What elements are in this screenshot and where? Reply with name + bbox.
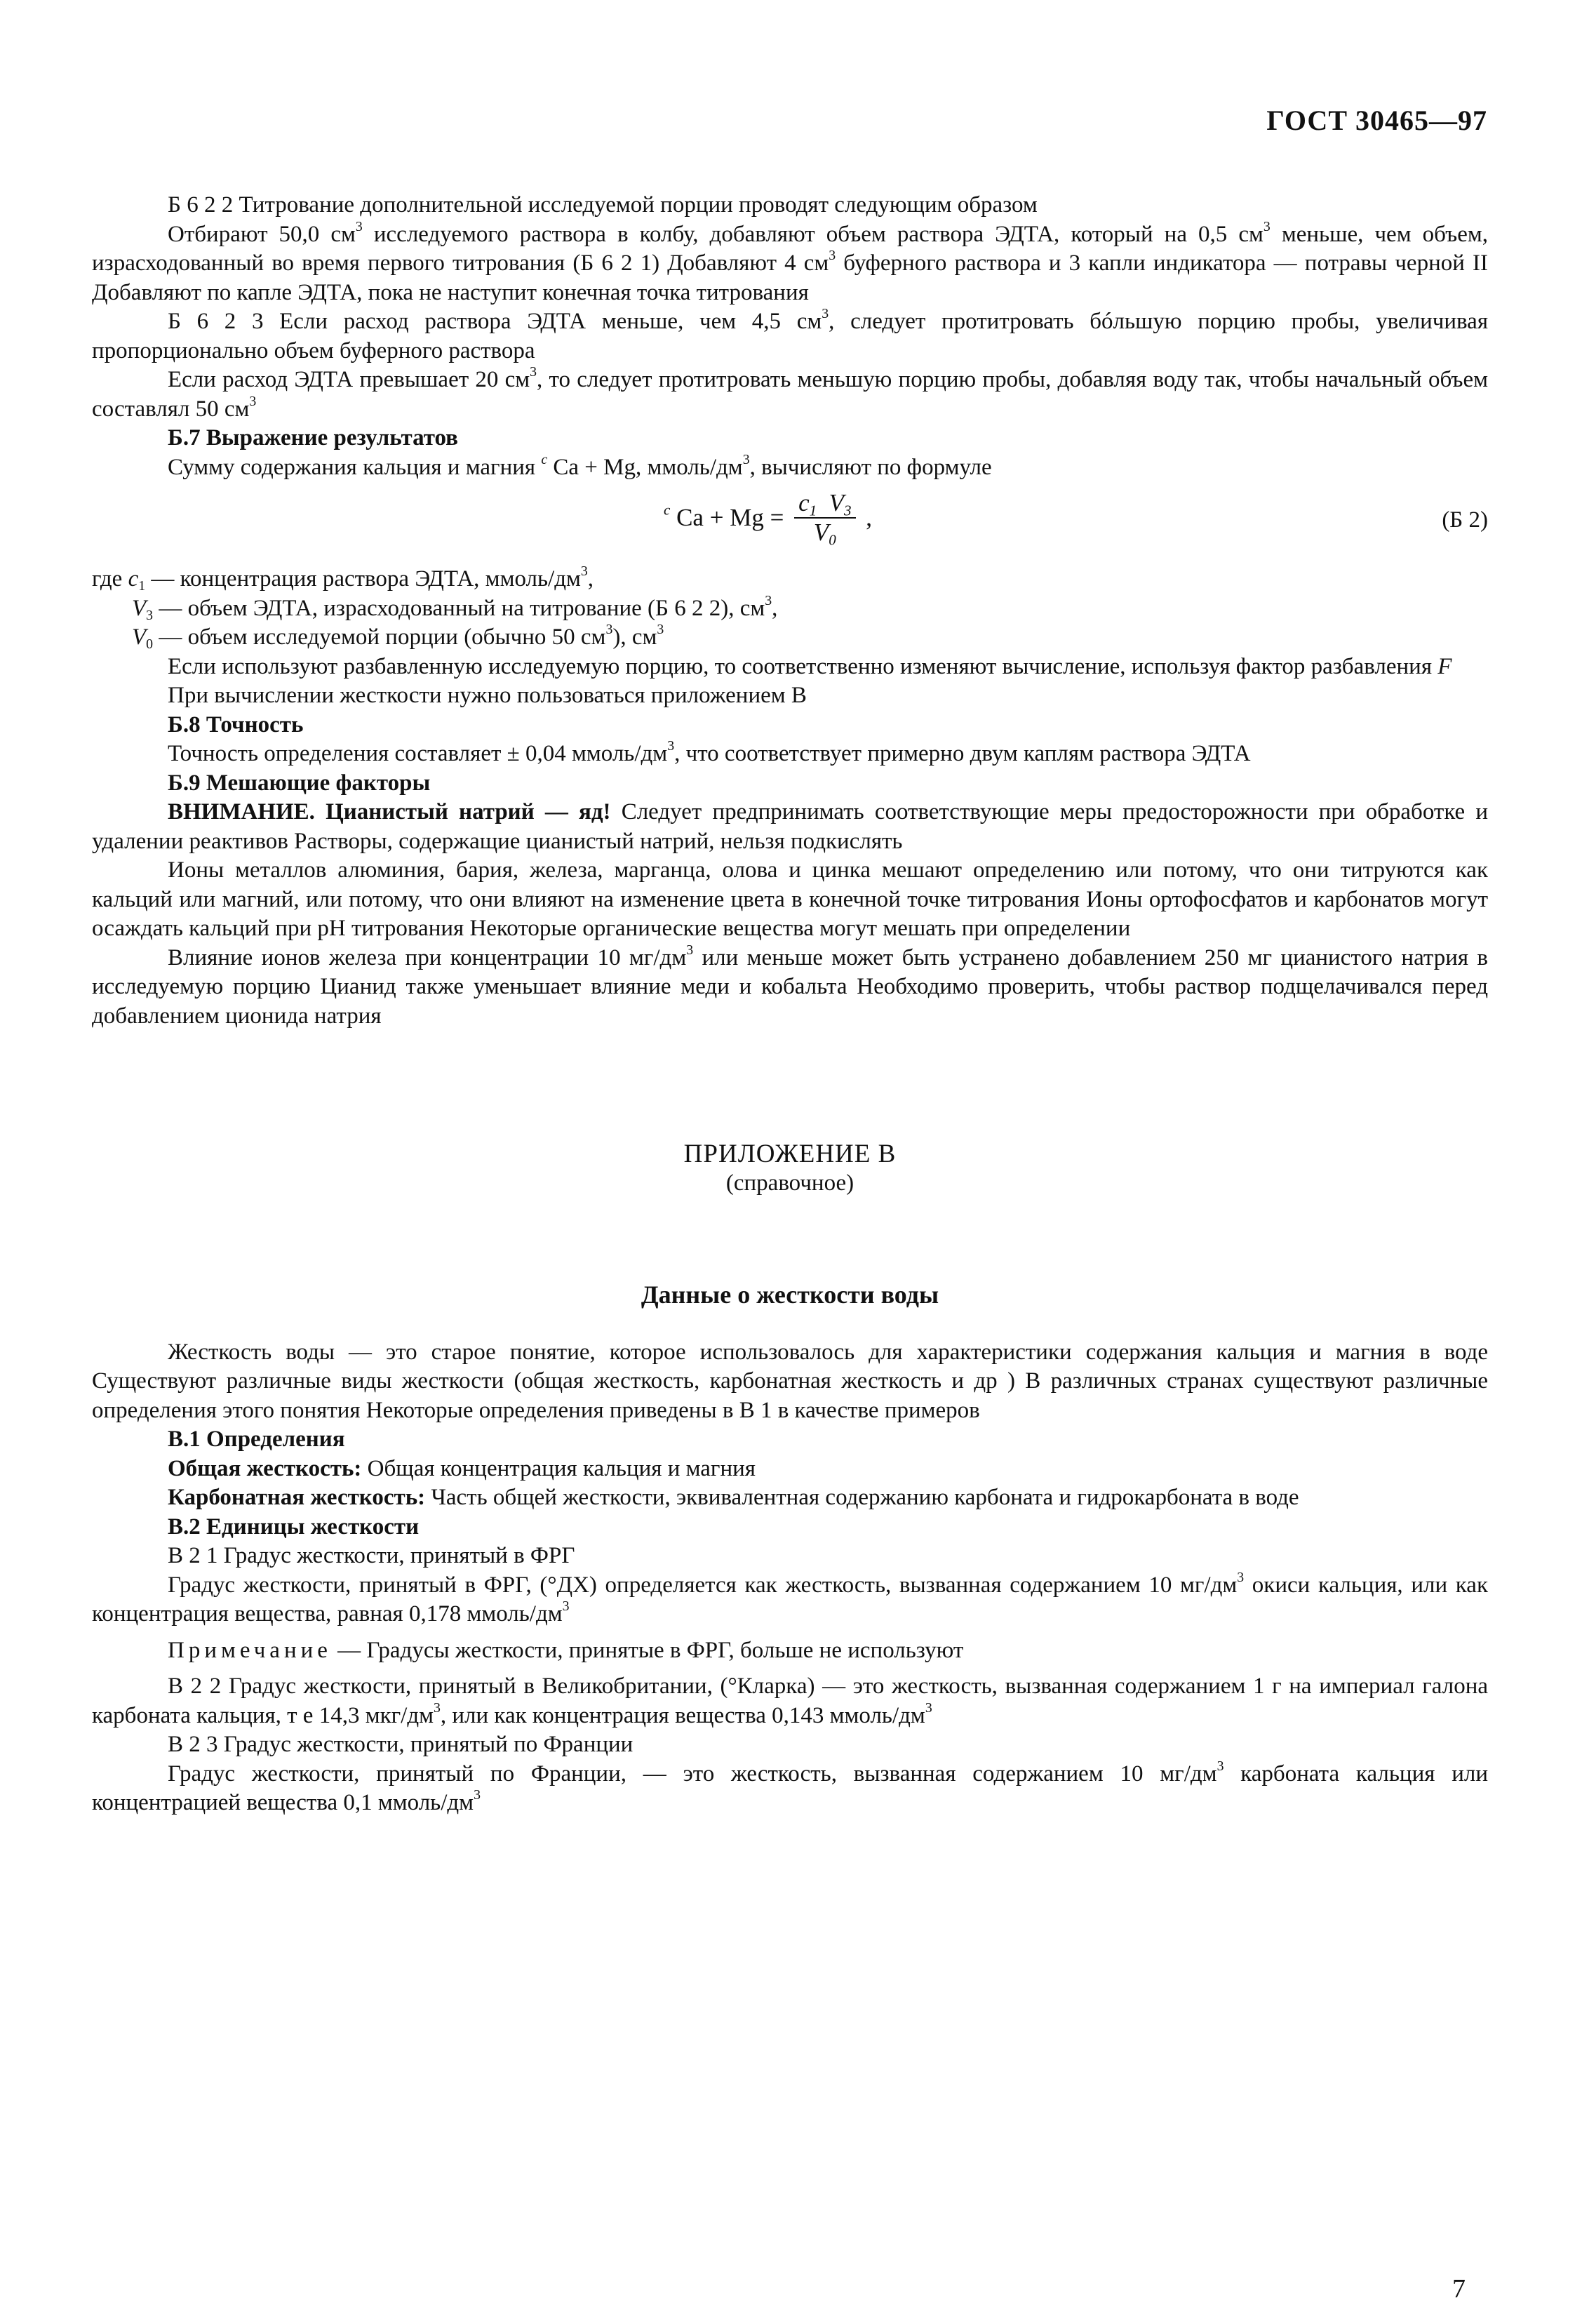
formula-number: (Б 2) [1442,507,1488,533]
legend-v0: $V_0$ — объем исследуемой порции (обычно 50 $см^3$), $см^3$ [132,622,664,652]
paragraph-b9-ions: Ионы металлов алюминия, бария, железа, марганца, олова и цинка мешают определению или потому, что они титруются как кальций или магний, или потому, что они влияют на изменение цвета в конечной точке титрования Ионы ортофосфатов и карбонатов могут осаждать кальций при рН титрования Некоторые органические вещества могут мешать при определении [92,857,1488,941]
legend-v3: $V_3$ — объем ЭДТА, израсходованный на титрование (Б 6 2 2), $см^3$, [132,592,778,623]
appendix-title: ПРИЛОЖЕНИЕ В [683,1140,897,1168]
formula-lhs: $^c$ Ca + Mg = [664,501,784,532]
paragraph-b623-1: Б 6 2 3 Если расход раствора ЭДТА меньше, чем 4,5 $см^3$, следует протитровать бóльшую порцию пробы, увеличивая пропорционально объем буферного раствора [92,306,1488,363]
paragraph-appendix-intro: Жесткость воды — это старое понятие, которое использовалось для характеристики содержания кальция и магния в воде Существуют различные виды жесткости (общая жесткость, карбонатная жесткость и др ) В различных странах существуют различные определения этого понятия Некоторые определения приведены в В 1 в качестве примеров [92,1339,1488,1423]
section-title: Данные о жесткости воды [641,1281,939,1309]
paragraph-b9-warning: ВНИМАНИЕ. Цианистый натрий — яд! Следует предпринимать соответствующие меры предосторожности при обработке и удалении реактивов Растворы, содержащие цианистый натрий, нельзя подкислять [92,799,1488,854]
paragraph-dilution: Если используют разбавленную исследуемую порцию, то соответственно изменяют вычисление, используя фактор разбавления F [168,653,1452,679]
page-number: 7 [1452,2274,1466,2304]
formula-expression [664,489,872,547]
definition-carbonate-hardness: Карбонатная жесткость: Часть общей жесткости, эквивалентная содержанию карбоната и гидрокарбоната в воде [168,1485,1299,1510]
paragraph-b9-iron: Влияние ионов железа при концентрации 10 $мг/дм^3$ или меньше может быть устранено добавлением 250 мг цианистого натрия в исследуемую порцию Цианид также уменьшает влияние меди и кобальта Необходимо проверить, чтобы раствор подщелачивался перед добавлением ционида натрия [92,942,1489,1029]
formula-b2 [92,482,1488,565]
note-frg: Примечание — Градусы жесткости, принятые в ФРГ, больше не используют [168,1637,964,1663]
document-code: ГОСТ 30465—97 [1266,105,1487,136]
paragraph-v22: В 2 2 Градус жесткости, принятый в Великобритании, (°Кларка) — это жесткость, вызванная содержанием 1 г на империал галона карбоната кальция, т е 14,3 мкг/$дм^3$, или как концентрация вещества 0,143 ммоль/$дм^3$ [92,1674,1488,1728]
paragraph-b8: Точность определения составляет ± 0,04 ммоль/$дм^3$, что соответствует примерно двум каплям раствора ЭДТА [168,738,1251,766]
heading-v23: В 2 3 Градус жесткости, принятый по Франции [168,1732,634,1757]
formula-denominator: $V_0$ [813,519,836,549]
paragraph-v23: Градус жесткости, принятый по Франции, — это жесткость, вызванная содержанием 10 $мг/дм^3$ карбоната кальция или концентрацией вещества 0,1 ммоль/$дм^3$ [92,1758,1488,1815]
heading-b8: Б.8 Точность [168,712,304,737]
formula-numerator: $c_1$ $V_3$ [794,489,855,519]
paragraph-b623-2: Если расход ЭДТА превышает 20 $см^3$, то следует протитровать меньшую порцию пробы, добавляя воду так, чтобы начальный объем составлял 50 $см^3$ [92,364,1489,422]
definition-total-hardness: Общая жесткость: Общая концентрация кальция и магния [168,1455,756,1481]
paragraph-v21: Градус жесткости, принятый в ФРГ, (°ДХ) определяется как жесткость, вызванная содержанием 10 $мг/дм^3$ окиси кальция, или как концентрация вещества, равная 0,178 ммоль/$дм^3$ [92,1569,1488,1627]
formula-fraction [794,489,855,547]
paragraph-b7-intro: Сумму содержания кальция и магния $^c$ Ca + Mg, ммоль/$дм^3$, вычисляют по формуле [168,451,992,480]
paragraph-see-appendix: При вычислении жесткости нужно пользоваться приложением В [168,683,807,708]
formula-legend [92,565,1488,653]
heading-v21: В 2 1 Градус жесткости, принятый в ФРГ [168,1543,575,1568]
document-body [92,191,1488,1818]
heading-v1: В.1 Определения [168,1427,345,1452]
heading-b9: Б.9 Мешающие факторы [168,770,431,796]
heading-b7: Б.7 Выражение результатов [168,425,458,450]
legend-c1: где $c_1$ — концентрация раствора ЭДТА, ммоль/$дм^3$, [92,563,594,594]
paragraph-b622-title: Б 6 2 2 Титрование дополнительной исследуемой порции проводят следующим образом [168,192,1038,218]
heading-v2: В.2 Единицы жесткости [168,1514,420,1540]
appendix-subtitle: (справочное) [725,1170,854,1196]
paragraph-b622-body: Отбирают 50,0 $см^3$ исследуемого раствора в колбу, добавляют объем раствора ЭДТА, который на 0,5 $см^3$ меньше, чем объем, израсходованный во время первого титрования (Б 6 2 1) Добавляют 4 $см^3$ буферного раствора и 3 капли индикатора — потравы черной II Добавляют по капле ЭДТА, пока не наступит конечная точка титрования [92,218,1488,305]
formula-comma: , [866,504,872,532]
